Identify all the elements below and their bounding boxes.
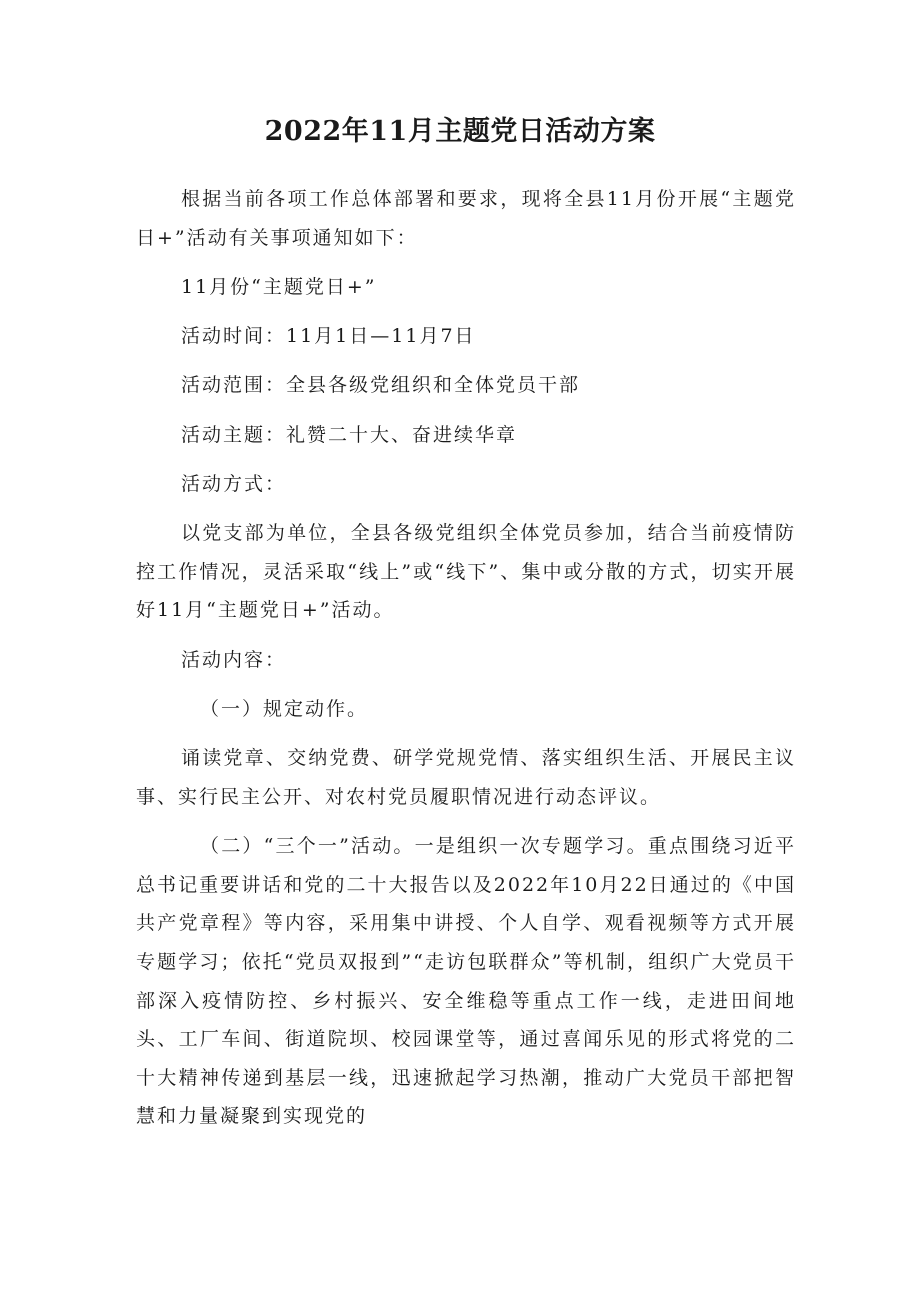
paragraph-activity-method-heading: 活动方式： [181,473,287,495]
paragraph-section-two: （二）“三个一”活动。一是组织一次专题学习。重点围绕习近平总书记重要讲话和党的二十大报告以及2022年10月22日通过的《中国共产党章程》等内容，采用集中讲授、个人自学、观看视频等方式开展专题学习；依托“党员双报到”“走访包联群众”等机制，组织广大党员干部深入疫情防控、乡村振兴、安全维稳等重点工作一线，走进田间地头、工厂车间、街道院坝、校园课堂等，通过喜闻乐见的形式将党的二十大精神传递到基层一线，迅速掀起学习热潮，推动广大党员干部把智慧和力量凝聚到实现党的 [136,835,796,1128]
paragraph-section-one-body: 诵读党章、交纳党费、研学党规党情、落实组织生活、开展民主议事、实行民主公开、对农村党员履职情况进行动态评议。 [136,747,796,808]
paragraph-subject: 11月份“主题党日+” [181,275,377,298]
document-title: 2022年11月主题党日活动方案 [264,116,656,147]
paragraph-activity-scope: 活动范围：全县各级党组织和全体党员干部 [181,374,581,397]
paragraph-activity-method: 以党支部为单位，全县各级党组织全体党员参加，结合当前疫情防控工作情况，灵活采取“线上”或“线下”、集中或分散的方式，切实开展好11月“主题党日+”活动。 [136,522,796,622]
document-body [136,180,796,1147]
paragraph-activity-time: 活动时间：11月1日—11月7日 [181,325,476,348]
paragraph-activity-content-heading: 活动内容： [181,648,287,671]
paragraph-section-one-heading: （一）规定动作。 [200,698,369,721]
paragraph-intro: 根据当前各项工作总体部署和要求，现将全县11月份开展“主题党日+”活动有关事项通知如下： [136,188,796,249]
paragraph-activity-theme: 活动主题：礼赞二十大、奋进续华章 [181,423,518,446]
